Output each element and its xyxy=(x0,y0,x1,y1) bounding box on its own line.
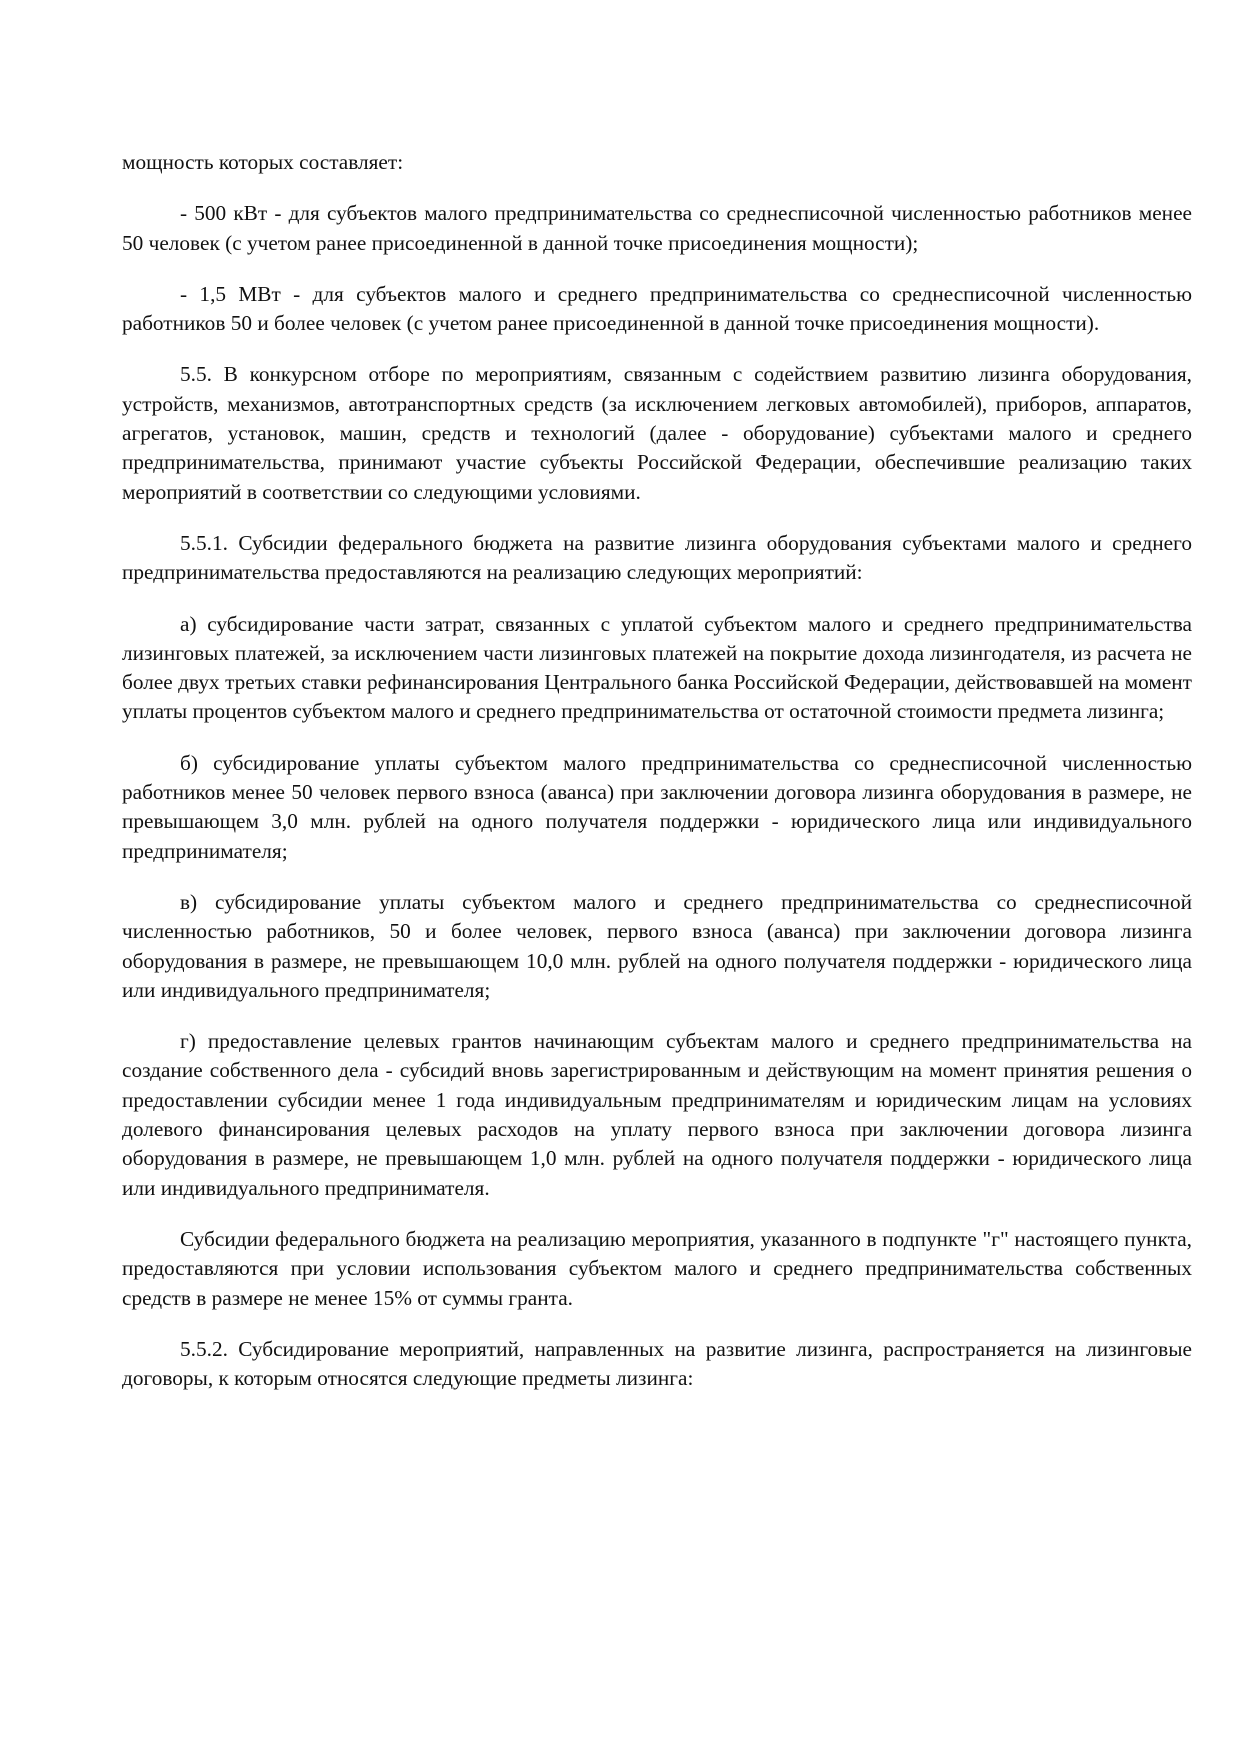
paragraph-5-5-1: 5.5.1. Субсидии федерального бюджета на развитие лизинга оборудования субъектами малого и среднего предпринимательства предоставляются на реализацию следующих мероприятий: xyxy=(122,530,1192,585)
paragraph-item-a: а) субсидирование части затрат, связанных с уплатой субъектом малого и среднего предпринимательства лизинговых платежей, за исключением части лизинговых платежей на покрытие дохода лизингодателя, из расчета не более двух третьих ставки рефинансирования Центрального банка Российской Федерации, действовавшей на момент уплаты процентов субъектом малого и среднего предпринимательства от остаточной стоимости предмета лизинга; xyxy=(122,611,1192,724)
paragraph-5-5-2: 5.5.2. Субсидирование мероприятий, направленных на развитие лизинга, распространяется на лизинговые договоры, к которым относятся следующие предметы лизинга: xyxy=(122,1336,1192,1391)
paragraph-500kw: - 500 кВт - для субъектов малого предпринимательства со среднесписочной численностью работников менее 50 человек (с учетом ранее присоединенной в данной точке присоединения мощности); xyxy=(122,201,1192,255)
paragraph-subsidy-condition: Субсидии федерального бюджета на реализацию мероприятия, указанного в подпункте "г" настоящего пункта, предоставляются при условии использования субъектом малого и среднего предпринимательства собственных средств в размере не менее 15% от суммы гранта. xyxy=(122,1226,1192,1310)
paragraph-5-5: 5.5. В конкурсном отборе по мероприятиям, связанным с содействием развитию лизинга оборудования, устройств, механизмов, автотранспортных средств (за исключением легковых автомобилей), приборов, аппаратов, агрегатов, установок, машин, средств и технологий (далее - оборудование) субъектами малого и среднего предпринимательства, принимают участие субъекты Российской Федерации, обеспечившие реализацию таких мероприятий в соответствии со следующими условиями. xyxy=(122,362,1192,504)
paragraph-1-5mw: - 1,5 МВт - для субъектов малого и среднего предпринимательства со среднесписочной численностью работников 50 и более человек (с учетом ранее присоединенной в данной точке присоединения мощности). xyxy=(122,281,1192,336)
paragraph-continuation: мощность которых составляет: xyxy=(122,150,404,174)
document-page xyxy=(122,148,1192,1415)
paragraph-item-g: г) предоставление целевых грантов начинающим субъектам малого и среднего предпринимательства на создание собственного дела - субсидий вновь зарегистрированным и действующим на момент принятия решения о предоставлении субсидии менее 1 года индивидуальным предпринимателям и юридическим лицам на условиях долевого финансирования целевых расходов на уплату первого взноса при заключении договора лизинга оборудования в размере, не превышающем 1,0 млн. рублей на одного получателя поддержки - юридического лица или индивидуального предпринимателя. xyxy=(122,1029,1192,1200)
paragraph-item-b: б) субсидирование уплаты субъектом малого предпринимательства со среднесписочной численностью работников менее 50 человек первого взноса (аванса) при заключении договора лизинга оборудования в размере, не превышающем 3,0 млн. рублей на одного получателя поддержки - юридического лица или индивидуального предпринимателя; xyxy=(122,750,1192,863)
paragraph-item-v: в) субсидирование уплаты субъектом малого и среднего предпринимательства со среднесписочной численностью работников, 50 и более человек, первого взноса (аванса) при заключении договора лизинга оборудования в размере, не превышающем 10,0 млн. рублей на одного получателя поддержки - юридического лица или индивидуального предпринимателя; xyxy=(122,889,1192,1002)
